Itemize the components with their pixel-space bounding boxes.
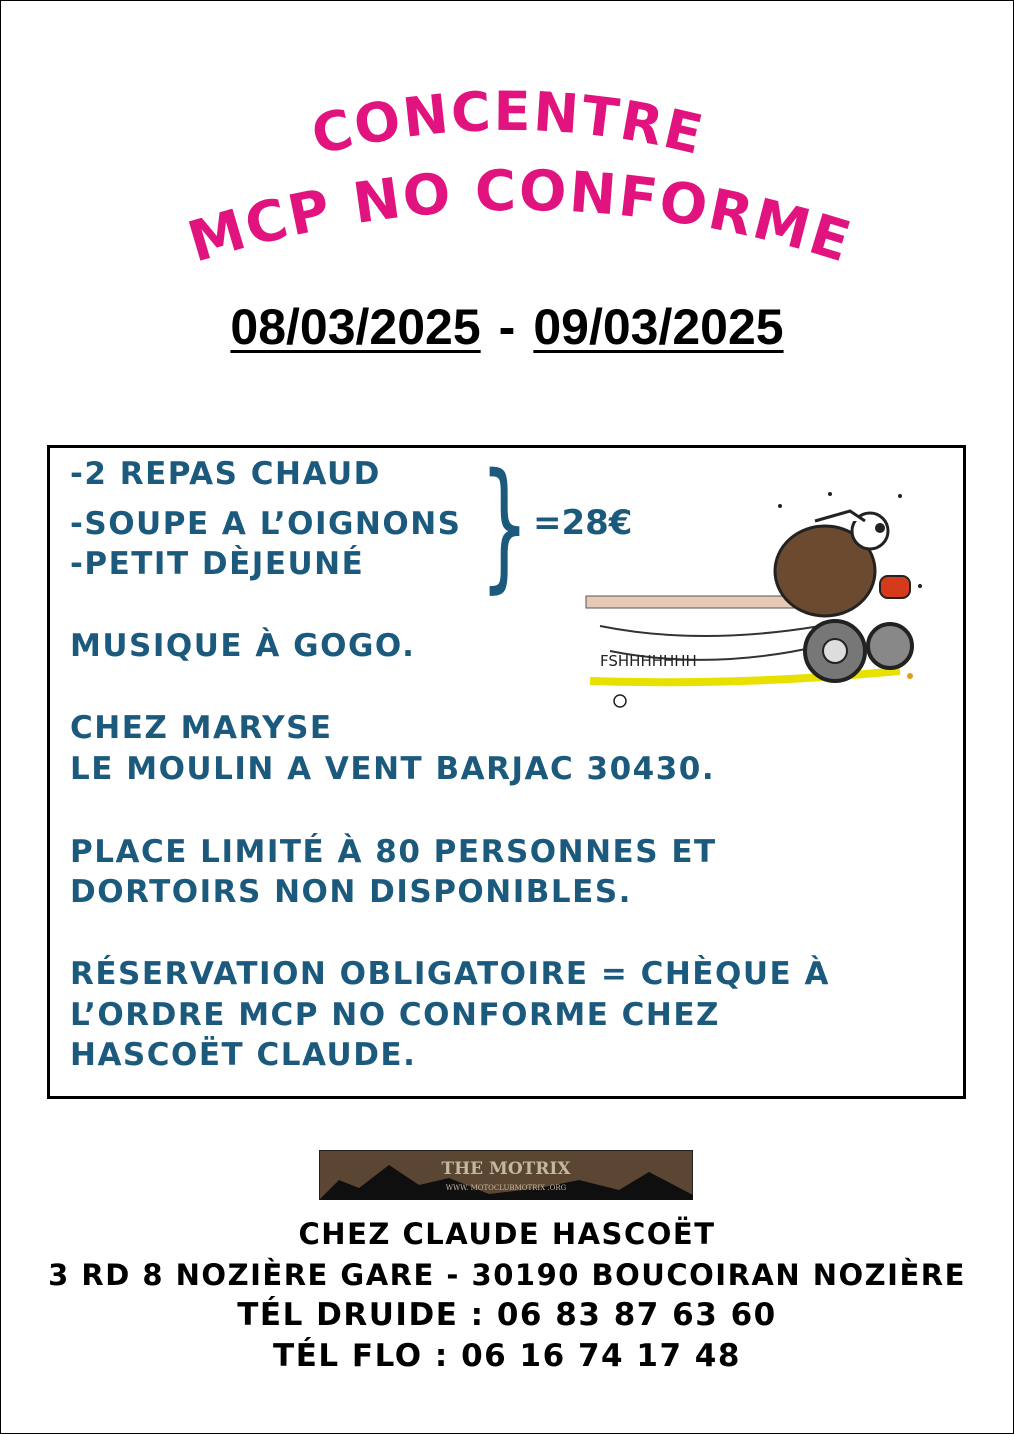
- capacity-line-2: DORTOIRS NON DISPONIBLES.: [70, 874, 632, 910]
- menu-item-onion-soup: -SOUPE A L’OIGNONS: [70, 506, 462, 542]
- end-date: 09/03/2025: [533, 299, 784, 355]
- footer-phone-flo: TÉL FLO : 06 16 74 17 48: [273, 1338, 741, 1374]
- title-line-1: CONCENTRE: [305, 79, 711, 168]
- start-date: 08/03/2025: [230, 299, 481, 355]
- venue-line-2: LE MOULIN A VENT BARJAC 30430.: [70, 751, 716, 787]
- reservation-line-3: HASCOËT CLAUDE.: [70, 1037, 417, 1073]
- footer-name: CHEZ CLAUDE HASCOËT: [298, 1217, 716, 1251]
- illustration-caption: FSHHHHHHH: [600, 652, 697, 670]
- logo-url: WWW. MOTOCLUBMOTRIX .ORG: [445, 1184, 567, 1192]
- reservation-line-2: L’ORDRE MCP NO CONFORME CHEZ: [70, 997, 721, 1033]
- brace-icon: }: [480, 444, 529, 607]
- motorbike-rider-icon: [580, 476, 930, 716]
- date-separator: -: [498, 299, 516, 355]
- title-line-2: MCP NO CONFORME: [181, 158, 860, 276]
- footer-address: 3 RD 8 NOZIÈRE GARE - 30190 BOUCOIRAN NOZIÈRE: [48, 1258, 966, 1292]
- menu-price: =28€: [533, 503, 633, 543]
- event-dates: [0, 298, 1014, 356]
- menu-item-hot-meals: -2 REPAS CHAUD: [70, 456, 381, 492]
- menu-item-breakfast: -PETIT DÈJEUNÉ: [70, 546, 365, 582]
- venue-line-1: CHEZ MARYSE: [70, 710, 333, 746]
- capacity-line-1: PLACE LIMITÉ À 80 PERSONNES ET: [70, 834, 717, 870]
- footer-phone-druide: TÉL DRUIDE : 06 83 87 63 60: [237, 1297, 777, 1333]
- event-title: [0, 60, 1014, 290]
- the-motrix-logo: [319, 1150, 693, 1200]
- music-text: MUSIQUE À GOGO.: [70, 628, 416, 664]
- reservation-line-1: RÉSERVATION OBLIGATOIRE = CHÈQUE À: [70, 956, 830, 992]
- logo-title: THE MOTRIX: [441, 1159, 571, 1179]
